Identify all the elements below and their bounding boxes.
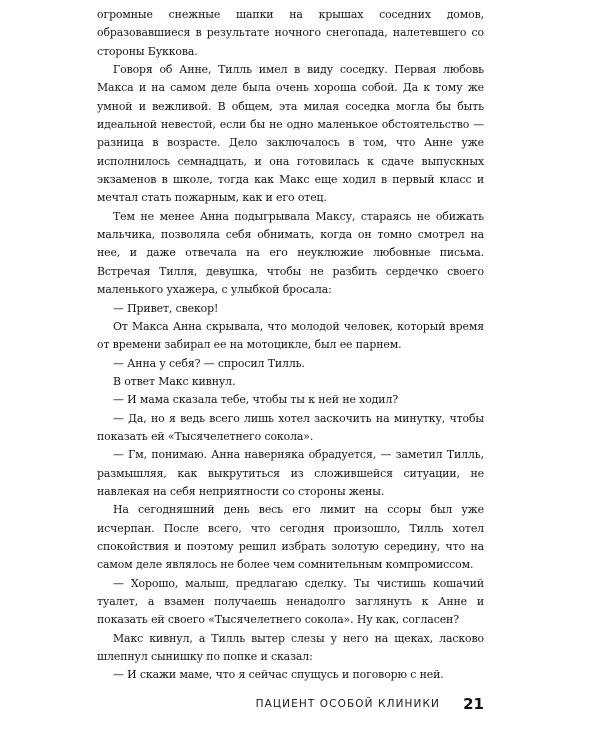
paragraph-6: — Анна у себя? — спросил Тилль. bbox=[113, 356, 305, 370]
page-number: 21 bbox=[463, 695, 484, 713]
paragraph-3: Тем не менее Анна подыгрывала Максу, стараясь не обижать мальчика, позволяла себя обнимать, когда он томно смотрел на нее, и даже отвечала на его неуклюжие любовные письма. Встречая Тилля, девушка, чтобы не разбить сердечко своего маленького ухажера, с улыбкой бросала: bbox=[97, 209, 484, 297]
paragraph-5: От Макса Анна скрывала, что молодой человек, который время от времени забирал ее на мотоцикле, был ее парнем. bbox=[97, 319, 484, 352]
paragraph-12: — Хорошо, малыш, предлагаю сделку. Ты чистишь кошачий туалет, а взамен получаешь ненадолго заглянуть к Анне и показать ей своего «Тысячелетнего сокола». Ну как, согласен? bbox=[97, 576, 484, 627]
page-footer bbox=[97, 696, 484, 716]
paragraph-1: огромные снежные шапки на крышах соседних домов, образовавшиеся в результате ночного снегопада, налетевшего со стороны Буккова. bbox=[97, 8, 484, 58]
running-title: ПАЦИЕНТ ОСОБОЙ КЛИНИКИ bbox=[255, 698, 440, 710]
body-text bbox=[97, 6, 484, 685]
paragraph-11: На сегодняшний день весь его лимит на ссоры был уже исчерпан. После всего, что сегодня произошло, Тилль хотел спокойствия и поэтому решил избрать золотую середину, что на самом деле являлось не более чем сомнительным компромиссом. bbox=[97, 503, 484, 572]
paragraph-14: — И скажи маме, что я сейчас спущусь и поговорю с ней. bbox=[113, 668, 444, 682]
paragraph-7: В ответ Макс кивнул. bbox=[113, 374, 236, 388]
paragraph-13: Макс кивнул, а Тилль вытер слезы у него на щеках, ласково шлепнул сынишку по попке и сказал: bbox=[97, 631, 484, 664]
paragraph-9: — Да, но я ведь всего лишь хотел заскочить на минутку, чтобы показать ей «Тысячелетнего сокола». bbox=[97, 411, 484, 443]
paragraph-10: — Гм, понимаю. Анна наверняка обрадуется, — заметил Тилль, размышляя, как выкрутиться из сложившейся ситуации, не навлекая на себя неприятности со стороны жены. bbox=[97, 448, 484, 498]
paragraph-2: Говоря об Анне, Тилль имел в виду соседку. Первая любовь Макса и на самом деле была очень хороша собой. Да к тому же умной и вежливой. В общем, эта милая соседка могла бы быть идеальной невестой, если бы не одно маленькое обстоятельство — разница в возрасте. Дело заключалось в том, что Анне уже исполнилось семнадцать, и она готовилась к сдаче выпускных экзаменов в школе, тогда как Макс еще ходил в первый класс и мечтал стать пожарным, как и его отец. bbox=[97, 63, 484, 205]
paragraph-4: — Привет, свекор! bbox=[113, 301, 219, 315]
book-page bbox=[97, 0, 484, 750]
paragraph-8: — И мама сказала тебе, чтобы ты к ней не ходил? bbox=[113, 393, 399, 407]
